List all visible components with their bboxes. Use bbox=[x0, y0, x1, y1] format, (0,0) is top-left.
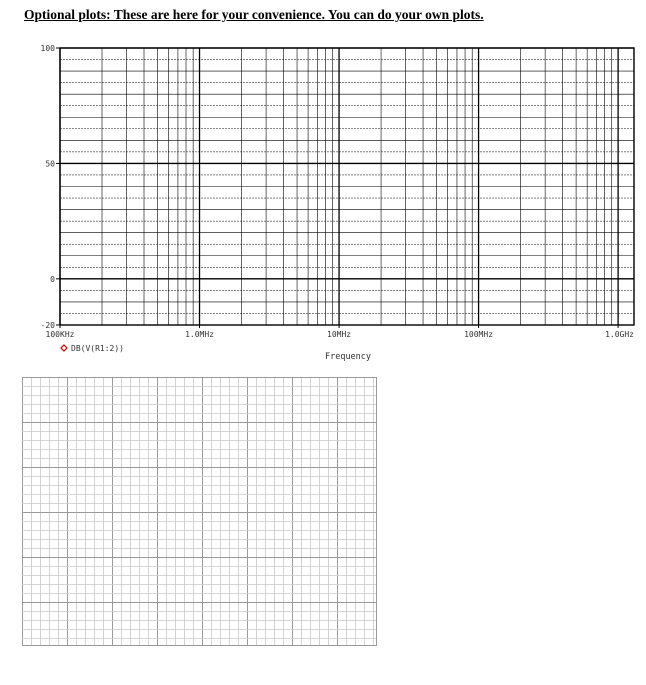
legend-marker-diamond-icon bbox=[61, 345, 67, 351]
x-tick-label: 1.0MHz bbox=[185, 330, 214, 339]
y-gridlines bbox=[60, 48, 634, 325]
blank-graph-paper bbox=[22, 377, 382, 647]
x-tick-label: 100KHz bbox=[45, 330, 75, 339]
y-tick-label: 0 bbox=[50, 274, 55, 284]
x-tick-label: 10MHz bbox=[327, 330, 352, 339]
blank-grid-border bbox=[23, 378, 377, 646]
y-tick-label: 100 bbox=[40, 44, 55, 53]
y-tick-label: -20 bbox=[40, 321, 55, 330]
y-tick-label: 50 bbox=[45, 159, 55, 169]
page-heading: Optional plots: These are here for your convenience. You can do your own plots. bbox=[24, 7, 484, 22]
x-tick-label: 100MHz bbox=[464, 330, 494, 339]
x-tick-label: 1.0GHz bbox=[605, 330, 635, 339]
x-tick-labels bbox=[46, 325, 635, 339]
x-axis-label: Frequency bbox=[324, 352, 372, 362]
legend-series-label: DB(V(R1:2)) bbox=[71, 344, 124, 353]
y-tick-labels bbox=[41, 44, 60, 330]
legend bbox=[61, 344, 124, 353]
